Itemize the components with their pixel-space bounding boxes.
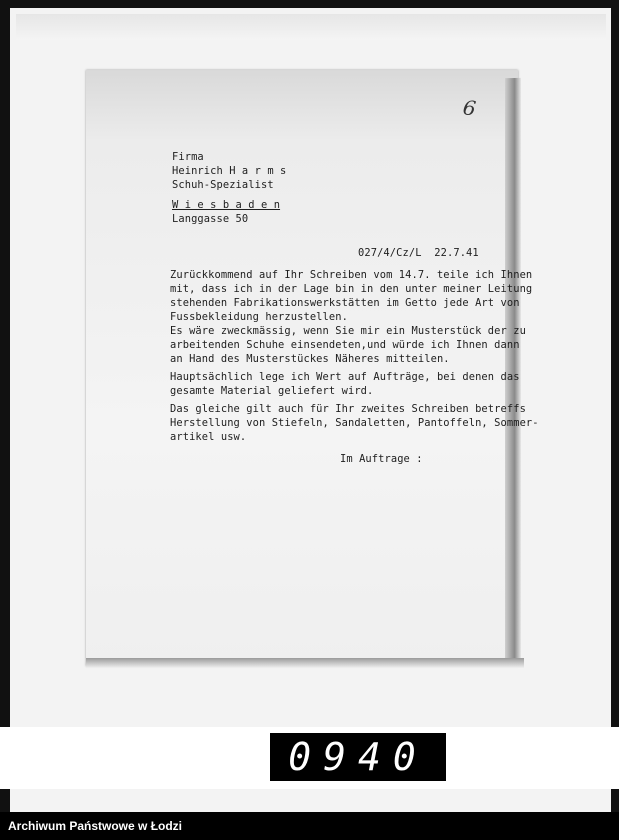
film-border-left <box>0 0 10 812</box>
body-line: Das gleiche gilt auch für Ihr zweites Schreiben betreffs <box>170 403 526 415</box>
reference-date: 027/4/Cz/L 22.7.41 <box>358 247 479 259</box>
body-line: arbeitenden Schuhe einsendeten,und würde ich Ihnen dann <box>170 339 520 351</box>
body-line: Zurückkommend auf Ihr Schreiben vom 14.7. teile ich Ihnen <box>170 269 533 281</box>
body-line: Herstellung von Stiefeln, Sandaletten, Pantoffeln, Sommer- <box>170 417 539 429</box>
body-line: Fussbekleidung herzustellen. <box>170 311 348 323</box>
body-line: gesamte Material geliefert wird. <box>170 385 374 397</box>
recipient-street: Langgasse 50 <box>172 213 249 225</box>
closing-line: Im Auftrage : <box>340 453 423 465</box>
frame-counter <box>270 733 446 781</box>
body-line: Es wäre zweckmässig, wenn Sie mir ein Musterstück der zu <box>170 325 526 337</box>
page-bottom-edge <box>86 658 524 668</box>
recipient-title: Schuh-Spezialist <box>172 179 274 191</box>
body-line: an Hand des Musterstückes Näheres mitteilen. <box>170 353 450 365</box>
frame-counter-digits: 0940 <box>288 735 428 779</box>
handwritten-page-number: 6 <box>461 95 478 121</box>
body-line: Hauptsächlich lege ich Wert auf Aufträge, bei denen das <box>170 371 520 383</box>
body-line: artikel usw. <box>170 431 247 443</box>
recipient-name: Heinrich H a r m s <box>172 165 287 177</box>
archive-name: Archiwum Państwowe w Łodzi <box>8 819 183 833</box>
recipient-city: W i e s b a d e n <box>172 199 281 211</box>
archive-footer <box>0 812 619 840</box>
film-border-right <box>611 0 619 812</box>
body-line: mit, dass ich in der Lage bin in den unter meiner Leitung <box>170 283 533 295</box>
firma-label: Firma <box>172 151 204 163</box>
light-strip <box>16 14 606 40</box>
document-page <box>86 70 518 666</box>
body-line: stehenden Fabrikationswerkstätten im Getto jede Art von <box>170 297 520 309</box>
film-border-top <box>0 0 619 8</box>
